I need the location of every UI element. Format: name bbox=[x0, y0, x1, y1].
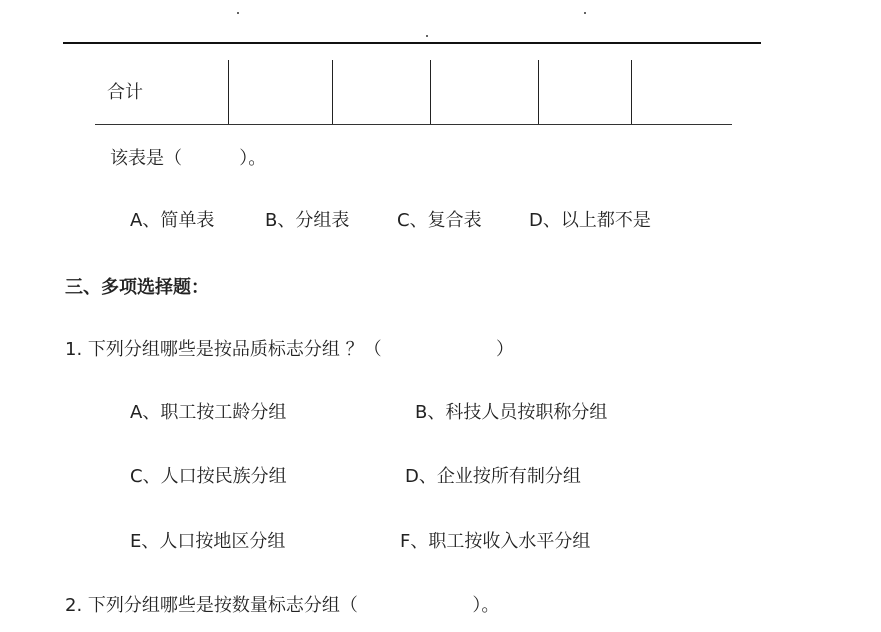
table-column-divider bbox=[631, 60, 632, 124]
section-title: 三、多项选择题： bbox=[65, 277, 209, 298]
option-b: B、分组表 bbox=[265, 210, 350, 231]
total-label: 合计 bbox=[107, 82, 143, 103]
option-d: D、以上都不是 bbox=[529, 210, 651, 231]
table-total-row bbox=[95, 60, 732, 125]
decorative-dot bbox=[584, 12, 586, 14]
decorative-dot bbox=[237, 12, 239, 14]
table-column-divider bbox=[538, 60, 539, 124]
decorative-dot bbox=[426, 35, 428, 37]
question-stem: 该表是（ ）。 bbox=[110, 148, 267, 169]
option-c: C、复合表 bbox=[397, 210, 482, 231]
table-column-divider bbox=[430, 60, 431, 124]
table-column-divider bbox=[228, 60, 229, 124]
question-1-stem: 1. 下列分组哪些是按品质标志分组 ？（ ） bbox=[65, 339, 515, 360]
table-top-rule bbox=[63, 42, 761, 44]
question-2-stem: 2. 下列分组哪些是按数量标志分组（ ）。 bbox=[65, 595, 500, 616]
q1-option-b: B、科技人员按职称分组 bbox=[415, 402, 608, 423]
option-a: A、简单表 bbox=[130, 210, 215, 231]
q1-option-c: C、人口按民族分组 bbox=[130, 466, 287, 487]
q1-option-f: F、职工按收入水平分组 bbox=[400, 531, 591, 552]
q1-option-e: E、人口按地区分组 bbox=[130, 531, 286, 552]
q1-option-d: D、企业按所有制分组 bbox=[405, 466, 581, 487]
q1-option-a: A、职工按工龄分组 bbox=[130, 402, 287, 423]
table-column-divider bbox=[332, 60, 333, 124]
